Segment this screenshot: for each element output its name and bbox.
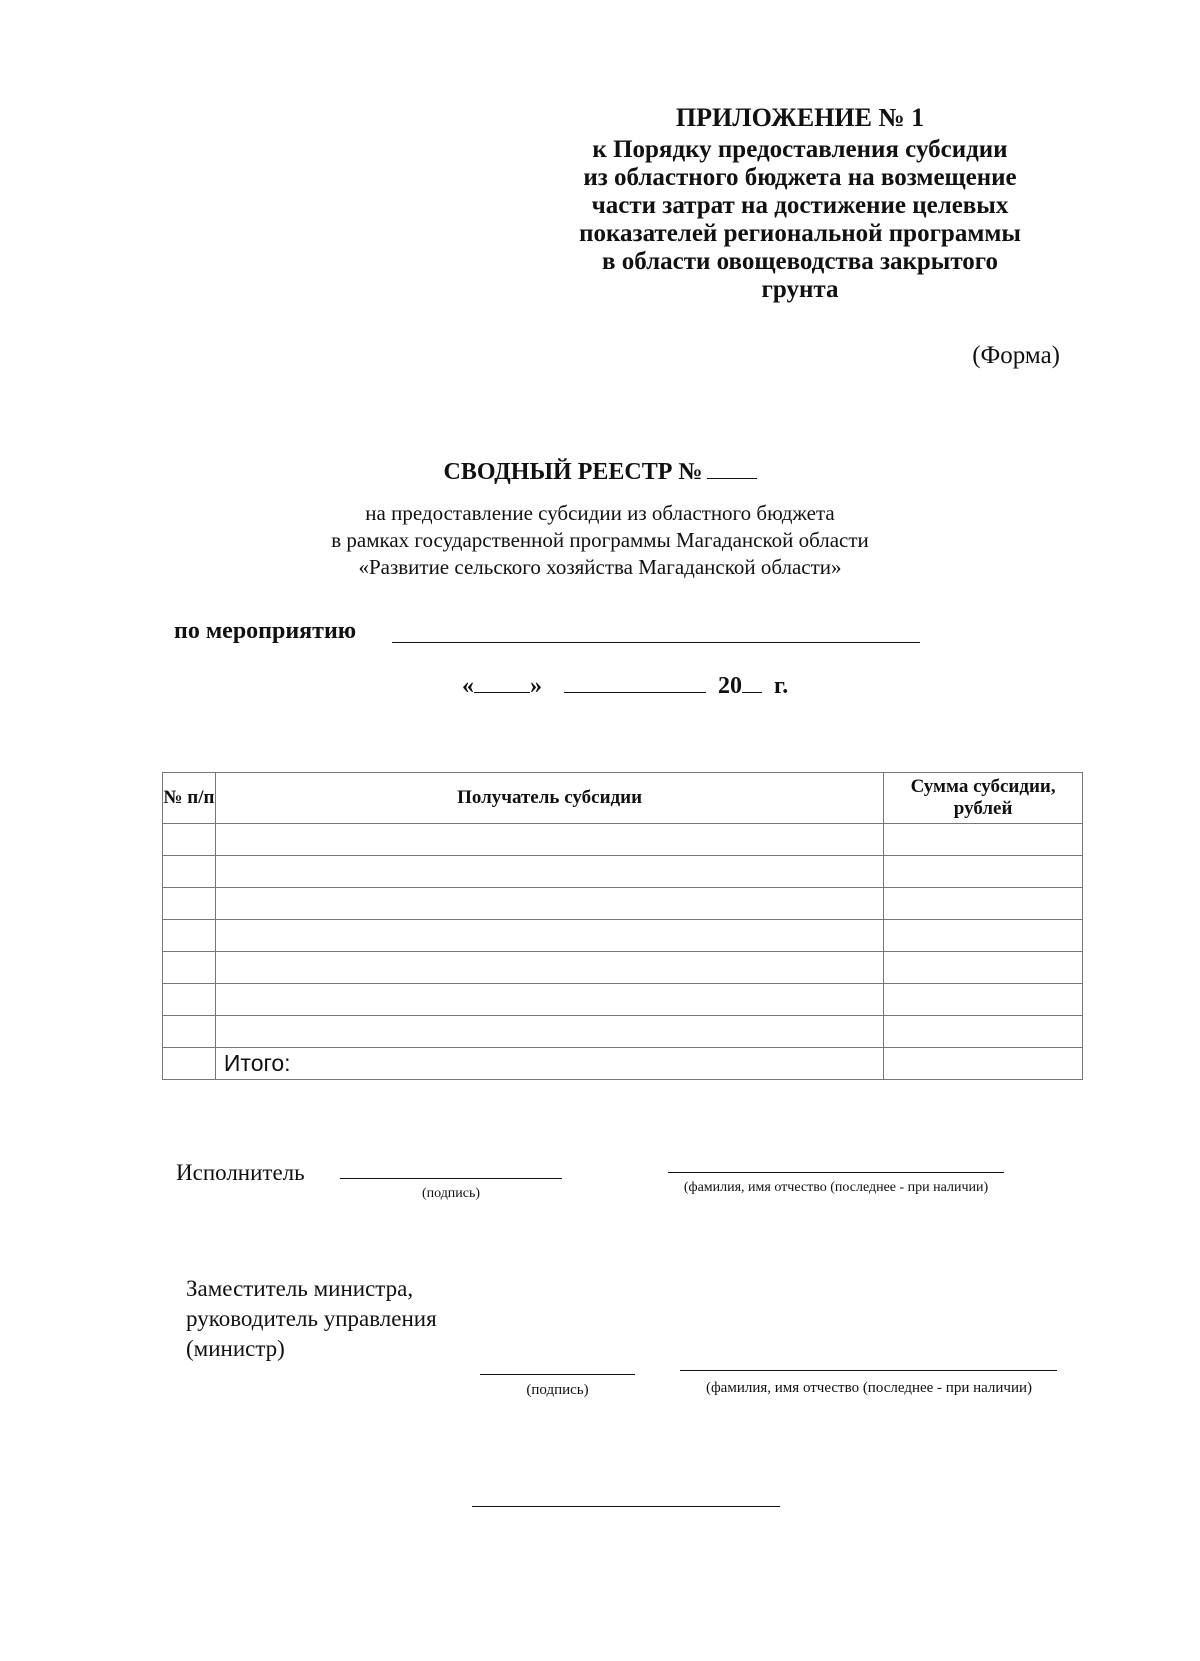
registry-title [0, 458, 1200, 486]
cell-number[interactable] [163, 952, 216, 984]
cell-recipient[interactable] [215, 1016, 883, 1048]
cell-recipient[interactable] [215, 984, 883, 1016]
cell-number[interactable] [163, 1016, 216, 1048]
form-label: (Форма) [972, 342, 1060, 369]
header-amount: Сумма субсидии, рублей [884, 773, 1083, 824]
appendix-line: показателей региональной программы [579, 220, 1021, 247]
cell-recipient[interactable] [215, 920, 883, 952]
deputy-title-line: Заместитель министра, [186, 1276, 414, 1301]
cell-amount[interactable] [884, 952, 1083, 984]
cell-recipient[interactable] [215, 856, 883, 888]
date-open-quote: « [462, 673, 474, 699]
table-row [163, 856, 1083, 888]
table-row [163, 920, 1083, 952]
executor-signature-caption: (подпись) [421, 1186, 481, 1201]
event-blank-line [392, 642, 920, 643]
registry-table [162, 772, 1083, 1080]
executor-name-line[interactable] [668, 1172, 1004, 1173]
cell-number[interactable] [163, 824, 216, 856]
header-recipient: Получатель субсидии [215, 773, 883, 824]
executor-signature-line[interactable] [340, 1178, 562, 1179]
table-row [163, 888, 1083, 920]
event-label: по мероприятию [174, 618, 357, 644]
cell-recipient[interactable] [215, 888, 883, 920]
cell-recipient[interactable] [215, 952, 883, 984]
cell-amount[interactable] [884, 888, 1083, 920]
cell-amount[interactable] [884, 920, 1083, 952]
table-header-row [163, 773, 1083, 824]
cell-amount[interactable] [884, 984, 1083, 1016]
deputy-name-caption: (фамилия, имя отчество (последнее - при наличии) [705, 1380, 1033, 1396]
registry-title-text: СВОДНЫЙ РЕЕСТР № [443, 459, 703, 485]
date-close-quote: » [530, 673, 542, 699]
executor-name-caption: (фамилия, имя отчество (последнее - при наличии) [683, 1180, 989, 1195]
deputy-title-line: руководитель управления [186, 1306, 437, 1331]
total-amount-cell[interactable] [884, 1048, 1083, 1080]
date-day-blank [474, 672, 530, 693]
deputy-signature-line[interactable] [480, 1374, 635, 1375]
executor-label: Исполнитель [176, 1160, 305, 1185]
cell-amount[interactable] [884, 824, 1083, 856]
appendix-line: грунта [761, 276, 839, 303]
table-row [163, 824, 1083, 856]
cell-number[interactable] [163, 856, 216, 888]
cell-amount[interactable] [884, 1016, 1083, 1048]
date-year-blank [742, 672, 762, 693]
cell-number[interactable] [163, 984, 216, 1016]
deputy-signature-caption: (подпись) [526, 1382, 589, 1398]
bottom-blank-line [472, 1506, 780, 1507]
cell-number[interactable] [163, 920, 216, 952]
registry-subtitle-line: «Развитие сельского хозяйства Магаданской области» [358, 555, 842, 579]
registry-subtitle-line: на предоставление субсидии из областного бюджета [365, 501, 835, 525]
deputy-title-line: (министр) [186, 1336, 285, 1361]
date-year-suffix: г. [774, 673, 789, 699]
appendix-header [540, 104, 1060, 304]
cell-amount[interactable] [884, 856, 1083, 888]
registry-subtitle [0, 500, 1200, 581]
appendix-title: ПРИЛОЖЕНИЕ № 1 [675, 103, 925, 132]
date-month-blank [564, 672, 706, 693]
cell-number [163, 1048, 216, 1080]
appendix-line: части затрат на достижение целевых [591, 192, 1009, 219]
cell-number[interactable] [163, 888, 216, 920]
deputy-title [186, 1274, 437, 1364]
registry-subtitle-line: в рамках государственной программы Магаданской области [331, 528, 869, 552]
table-total-row [163, 1048, 1083, 1080]
appendix-line: к Порядку предоставления субсидии [592, 136, 1008, 163]
table-row [163, 952, 1083, 984]
table-row [163, 984, 1083, 1016]
header-number: № п/п [163, 773, 216, 824]
table-row [163, 1016, 1083, 1048]
date-field [462, 672, 788, 700]
deputy-name-line[interactable] [680, 1370, 1057, 1371]
cell-recipient[interactable] [215, 824, 883, 856]
appendix-line: из областного бюджета на возмещение [583, 164, 1017, 191]
appendix-line: в области овощеводства закрытого [601, 248, 999, 275]
total-label: Итого: [215, 1048, 883, 1080]
registry-number-blank [707, 458, 757, 479]
date-year-prefix: 20 [718, 673, 742, 699]
